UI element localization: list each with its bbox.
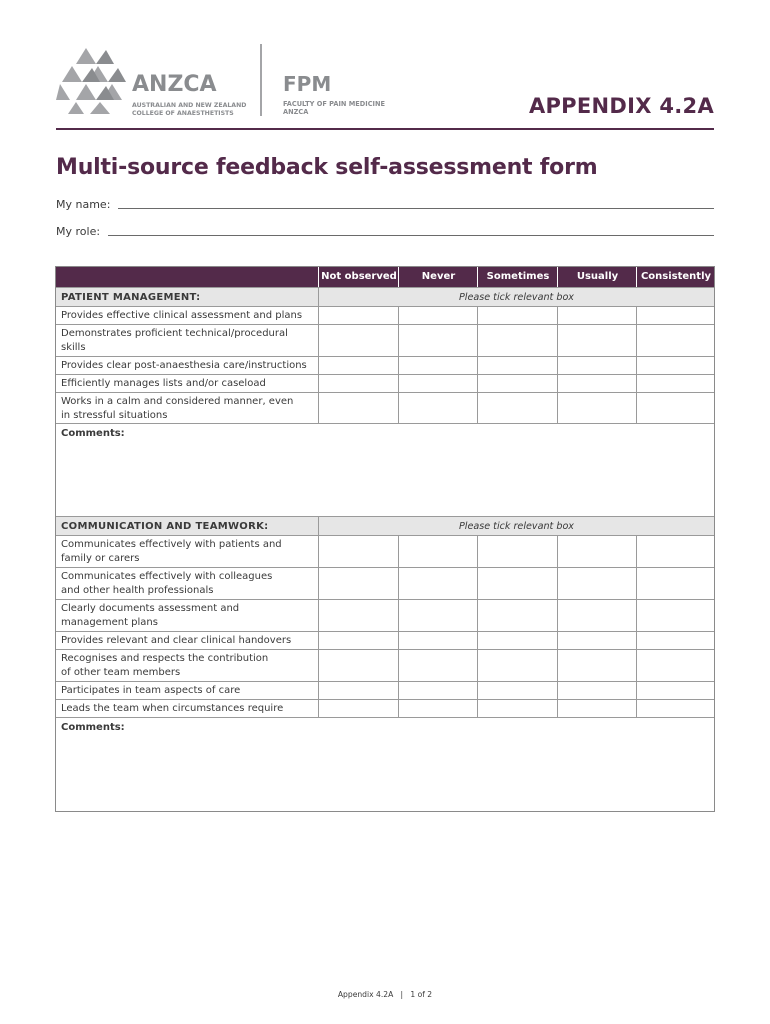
tick-box-sometimes[interactable] — [478, 650, 557, 681]
tick-box-consistently[interactable] — [637, 375, 714, 392]
col-header-usually: Usually — [557, 267, 637, 287]
assessment-table — [55, 266, 715, 812]
table-row — [56, 535, 714, 567]
tick-box-sometimes[interactable] — [478, 682, 557, 699]
tick-box-sometimes[interactable] — [478, 700, 557, 717]
tick-box-never[interactable] — [399, 600, 477, 631]
tick-box-never[interactable] — [399, 682, 477, 699]
tick-box-usually[interactable] — [558, 375, 636, 392]
name-input-line[interactable] — [118, 207, 714, 209]
fpm-logo — [283, 74, 385, 116]
tick-box-never[interactable] — [399, 632, 477, 649]
tick-box-consistently[interactable] — [637, 307, 714, 324]
logo-divider — [260, 44, 262, 116]
item-label: Provides relevant and clear clinical handovers — [61, 635, 292, 646]
tick-box-consistently[interactable] — [637, 536, 714, 567]
table-row — [56, 356, 714, 374]
item-label: Communicates effectively with patients and family or carers — [61, 539, 282, 564]
tick-box-sometimes[interactable] — [478, 568, 557, 599]
tick-box-not-observed[interactable] — [319, 682, 398, 699]
anzca-logo-icon — [56, 44, 128, 114]
table-row — [56, 631, 714, 649]
table-row — [56, 567, 714, 599]
tick-box-usually[interactable] — [558, 650, 636, 681]
item-label: Works in a calm and considered manner, even in stressful situations — [61, 396, 294, 421]
tick-box-consistently[interactable] — [637, 650, 714, 681]
form-title: Multi-source feedback self-assessment form — [56, 155, 598, 180]
tick-box-not-observed[interactable] — [319, 568, 398, 599]
header-rule — [56, 128, 714, 130]
tick-box-not-observed[interactable] — [319, 700, 398, 717]
name-field[interactable] — [56, 198, 714, 211]
table-row — [56, 392, 714, 423]
tick-box-consistently[interactable] — [637, 632, 714, 649]
tick-box-usually[interactable] — [558, 307, 636, 324]
role-field[interactable] — [56, 225, 714, 238]
tick-box-sometimes[interactable] — [478, 375, 557, 392]
item-label: Demonstrates proficient technical/procedural skills — [61, 328, 288, 353]
comments-box-patient-management[interactable] — [56, 423, 714, 516]
tick-box-not-observed[interactable] — [319, 393, 398, 423]
section-header-communication — [56, 516, 714, 535]
tick-box-usually[interactable] — [558, 393, 636, 423]
table-row — [56, 699, 714, 717]
page-footer: Appendix 4.2A | 1 of 2 — [337, 990, 433, 999]
tick-box-never[interactable] — [399, 393, 477, 423]
tick-box-not-observed[interactable] — [319, 307, 398, 324]
table-row — [56, 374, 714, 392]
table-row — [56, 681, 714, 699]
tick-box-never[interactable] — [399, 357, 477, 374]
table-header-row — [56, 267, 714, 287]
anzca-wordmark: ANZCA — [132, 72, 217, 97]
tick-box-never[interactable] — [399, 700, 477, 717]
comments-label: Comments: — [61, 722, 125, 733]
tick-box-usually[interactable] — [558, 536, 636, 567]
item-label: Efficiently manages lists and/or caseload — [61, 378, 266, 389]
tick-box-never[interactable] — [399, 375, 477, 392]
col-header-never: Never — [398, 267, 478, 287]
item-label: Leads the team when circumstances require — [61, 703, 284, 714]
tick-box-consistently[interactable] — [637, 682, 714, 699]
anzca-full-name: AUSTRALIAN AND NEW ZEALAND COLLEGE OF ANAESTHETISTS — [132, 102, 247, 117]
anzca-logo — [56, 44, 256, 120]
item-label: Recognises and respects the contribution of other team members — [61, 653, 269, 678]
fpm-wordmark: FPM — [283, 72, 332, 96]
item-label: Clearly documents assessment and management plans — [61, 603, 240, 628]
tick-box-never[interactable] — [399, 536, 477, 567]
tick-box-consistently[interactable] — [637, 700, 714, 717]
tick-box-never[interactable] — [399, 650, 477, 681]
item-label: Communicates effectively with colleagues and other health professionals — [61, 571, 273, 596]
tick-box-usually[interactable] — [558, 632, 636, 649]
comments-label: Comments: — [61, 428, 125, 439]
tick-box-sometimes[interactable] — [478, 393, 557, 423]
table-row — [56, 306, 714, 324]
item-label: Provides effective clinical assessment and plans — [61, 310, 303, 321]
section-header-patient-management — [56, 287, 714, 306]
tick-note: Please tick relevant box — [318, 288, 714, 307]
tick-box-never[interactable] — [399, 568, 477, 599]
col-header-consistently: Consistently — [636, 267, 715, 287]
tick-box-consistently[interactable] — [637, 393, 714, 423]
tick-box-never[interactable] — [399, 325, 477, 356]
role-input-line[interactable] — [108, 234, 714, 236]
tick-box-not-observed[interactable] — [319, 375, 398, 392]
tick-note: Please tick relevant box — [318, 517, 714, 536]
tick-box-consistently[interactable] — [637, 357, 714, 374]
tick-box-usually[interactable] — [558, 700, 636, 717]
tick-box-not-observed[interactable] — [319, 650, 398, 681]
tick-box-sometimes[interactable] — [478, 307, 557, 324]
table-row — [56, 649, 714, 681]
tick-box-sometimes[interactable] — [478, 325, 557, 356]
tick-box-not-observed[interactable] — [319, 536, 398, 567]
tick-box-sometimes[interactable] — [478, 536, 557, 567]
tick-box-usually[interactable] — [558, 325, 636, 356]
tick-box-consistently[interactable] — [637, 568, 714, 599]
col-header-sometimes: Sometimes — [477, 267, 558, 287]
col-header-not-observed: Not observed — [318, 267, 399, 287]
tick-box-sometimes[interactable] — [478, 632, 557, 649]
table-row — [56, 324, 714, 356]
appendix-title: APPENDIX 4.2A — [528, 94, 714, 118]
tick-box-not-observed[interactable] — [319, 632, 398, 649]
tick-box-sometimes[interactable] — [478, 357, 557, 374]
tick-box-sometimes[interactable] — [478, 600, 557, 631]
name-label: My name: — [56, 198, 111, 211]
tick-box-never[interactable] — [399, 307, 477, 324]
tick-box-consistently[interactable] — [637, 325, 714, 356]
table-row — [56, 599, 714, 631]
section-title: PATIENT MANAGEMENT: — [61, 292, 201, 303]
fpm-full-name: FACULTY OF PAIN MEDICINE ANZCA — [283, 100, 386, 116]
item-label: Participates in team aspects of care — [61, 685, 241, 696]
comments-box-communication[interactable] — [56, 717, 714, 811]
tick-box-usually[interactable] — [558, 568, 636, 599]
tick-box-not-observed[interactable] — [319, 325, 398, 356]
tick-box-not-observed[interactable] — [319, 357, 398, 374]
tick-box-consistently[interactable] — [637, 600, 714, 631]
section-title: COMMUNICATION AND TEAMWORK: — [61, 521, 269, 532]
item-label: Provides clear post-anaesthesia care/instructions — [61, 360, 307, 371]
tick-box-not-observed[interactable] — [319, 600, 398, 631]
role-label: My role: — [56, 225, 101, 238]
tick-box-usually[interactable] — [558, 357, 636, 374]
tick-box-usually[interactable] — [558, 682, 636, 699]
tick-box-usually[interactable] — [558, 600, 636, 631]
